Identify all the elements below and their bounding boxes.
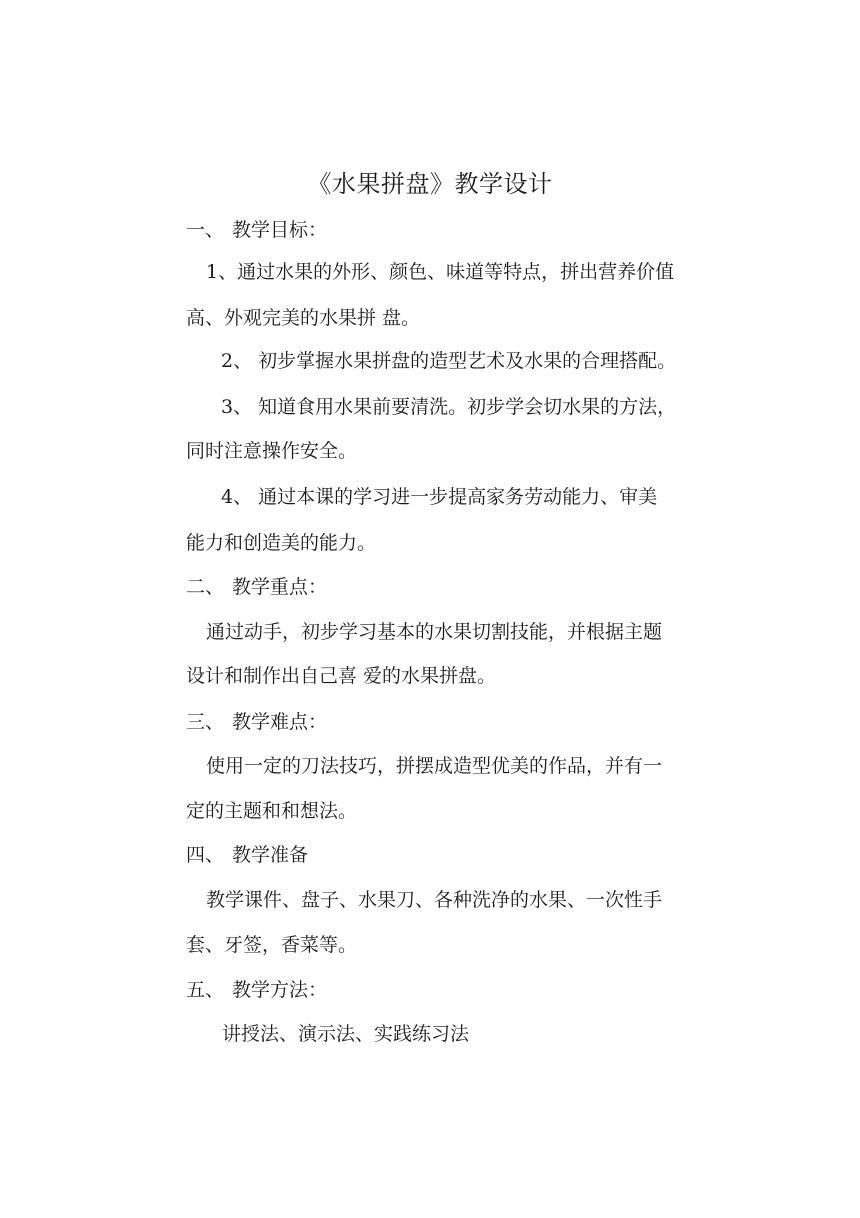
section-number: 三、 xyxy=(186,711,225,733)
paragraph-line: 高、外观完美的水果拼 盘。 xyxy=(186,307,421,329)
paragraph-line: 定的主题和和想法。 xyxy=(186,800,358,822)
paragraph-line: 3、 知道食用水果前要清洗。初步学会切水果的方法， xyxy=(221,396,677,418)
section-number: 一、 xyxy=(186,219,225,241)
section-heading-3 xyxy=(186,708,327,736)
section-heading-5 xyxy=(186,976,327,1004)
paragraph-line: 同时注意操作安全。 xyxy=(186,440,358,462)
paragraph-line: 讲授法、演示法、实践练习法 xyxy=(222,1023,470,1045)
section-title: 教学重点： xyxy=(232,576,328,598)
paragraph-line: 2、 初步掌握水果拼盘的造型艺术及水果的合理搭配。 xyxy=(221,350,677,372)
paragraph-line: 通过动手，初步学习基本的水果切割技能，并根据主题 xyxy=(206,621,663,643)
paragraph-line: 套、牙签，香菜等。 xyxy=(186,934,358,956)
section-number: 二、 xyxy=(186,576,225,598)
paragraph-line: 设计和制作出自己喜 爱的水果拼盘。 xyxy=(186,665,497,687)
paragraph-line: 4、 通过本课的学习进一步提高家务劳动能力、审美 xyxy=(221,486,658,508)
section-heading-1 xyxy=(186,216,327,244)
section-title: 教学难点： xyxy=(232,711,328,733)
paragraph-line: 使用一定的刀法技巧，拼摆成造型优美的作品，并有一 xyxy=(206,755,663,777)
section-heading-2 xyxy=(186,573,327,601)
paragraph-line: 能力和创造美的能力。 xyxy=(186,532,377,554)
section-number: 四、 xyxy=(186,844,225,866)
section-number: 五、 xyxy=(186,979,225,1001)
section-title: 教学目标： xyxy=(232,219,328,241)
paragraph-line: 教学课件、盘子、水果刀、各种洗净的水果、一次性手 xyxy=(206,889,663,911)
section-heading-4 xyxy=(186,841,308,869)
paragraph-line: 1、通过水果的外形、颜色、味道等特点，拼出营养价值 xyxy=(206,261,675,283)
section-title: 教学准备 xyxy=(232,844,309,866)
document-title: 《水果拼盘》教学设计 xyxy=(307,170,553,198)
section-title: 教学方法： xyxy=(232,979,328,1001)
